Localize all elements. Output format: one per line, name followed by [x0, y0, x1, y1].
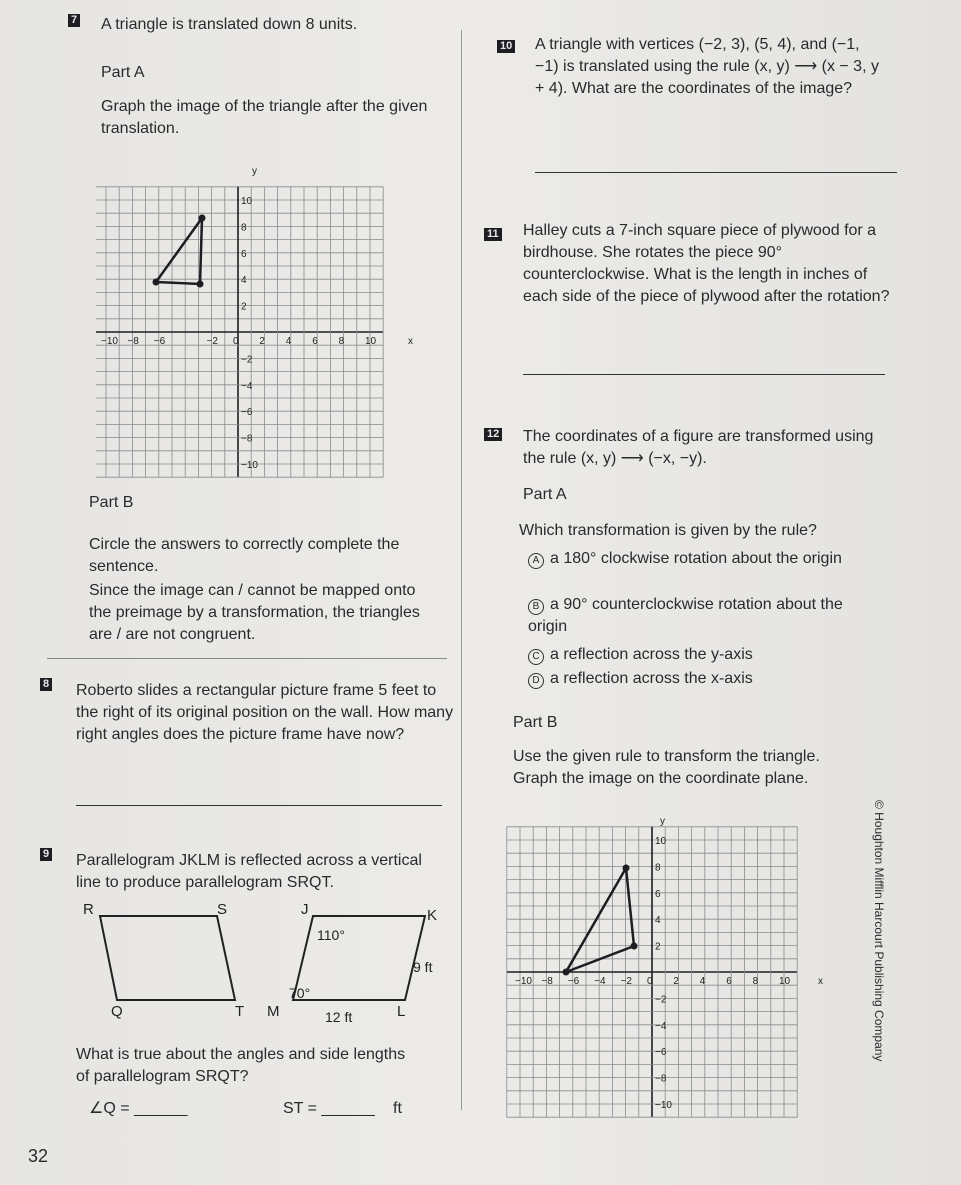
column-divider — [461, 30, 462, 1110]
q9-unit-ft: ft — [393, 1100, 402, 1117]
y-tick-label: −6 — [655, 1047, 667, 1059]
y-tick-label: −4 — [655, 1020, 667, 1032]
option-circle: C — [528, 649, 544, 665]
y-tick-label: −4 — [241, 380, 253, 392]
y-tick-label: 8 — [241, 222, 247, 234]
q12-part-a-question: Which transformation is given by the rule? — [519, 522, 817, 539]
y-tick-label: 2 — [241, 301, 247, 313]
x-tick-label: 8 — [752, 976, 759, 987]
q7-part-a-label: Part A — [101, 64, 145, 81]
q10-text: A triangle with vertices (−2, 3), (5, 4), and (−1, −1) is translated using the rule (x, y) ⟶ (x − 3, y + 4). What are the coordinates of the image? — [535, 36, 879, 97]
q12-grid-lines — [507, 827, 797, 1117]
y-tick-label: −10 — [655, 1100, 672, 1111]
option-text: a 90° counterclockwise rotation about the origin — [528, 596, 843, 635]
x-tick-label: −8 — [541, 976, 553, 987]
vertex-label-s: S — [217, 901, 228, 918]
option-text: a 180° clockwise rotation about the origin — [550, 550, 842, 567]
q12-vertex — [563, 969, 570, 976]
vertex-label-q: Q — [111, 1003, 123, 1020]
q9-st-blank[interactable]: ST = ______ — [283, 1100, 375, 1117]
x-tick-label: −6 — [567, 976, 580, 987]
angle-j-label: 110° — [317, 927, 345, 943]
x-tick-label: −8 — [127, 336, 139, 347]
x-tick-label: 4 — [285, 336, 292, 347]
question-number-10: 10 — [497, 40, 515, 53]
q12-y-axis-label: y — [660, 816, 665, 827]
question-number-7: 7 — [68, 14, 80, 27]
q7-part-b-text: Circle the answers to correctly complete the sentence. — [89, 536, 400, 575]
option-circle: A — [528, 553, 544, 569]
option-text: a reflection across the y-axis — [550, 646, 753, 663]
x-tick-label: 4 — [699, 976, 706, 987]
x-tick-label: −2 — [620, 976, 633, 987]
q12-text: The coordinates of a figure are transformed using the rule (x, y) ⟶ (−x, −y). — [523, 428, 874, 467]
x-tick-label: −10 — [515, 976, 532, 987]
q9-angle-q-blank[interactable]: ∠Q = ______ — [89, 1100, 188, 1117]
q8-answer-line[interactable] — [76, 805, 442, 806]
question-number-8: 8 — [40, 678, 52, 691]
y-tick-label: 8 — [655, 862, 661, 874]
q7-part-b-label: Part B — [89, 494, 134, 511]
q12-vertex — [623, 865, 630, 872]
q10-answer-line[interactable] — [535, 172, 897, 173]
y-tick-label: −6 — [241, 407, 253, 419]
parallelogram-srqt — [100, 916, 235, 1000]
y-tick-label: −8 — [241, 433, 253, 445]
y-tick-label: −2 — [655, 994, 667, 1006]
publisher-credit-text: © Houghton Mifflin Harcourt Publishing Company — [872, 800, 886, 1062]
option-circle: B — [528, 599, 544, 615]
q12-part-a-label: Part A — [523, 486, 567, 503]
q12-part-b-text: Use the given rule to transform the triangle. Graph the image on the coordinate plane. — [513, 748, 820, 787]
side-ml-label: 12 ft — [325, 1009, 353, 1025]
y-tick-label: 6 — [241, 248, 247, 260]
y-tick-label: −8 — [655, 1073, 667, 1085]
q12-part-b-label: Part B — [513, 714, 558, 731]
q12-option-b[interactable] — [528, 594, 868, 638]
vertex-label-m: M — [267, 1003, 280, 1020]
y-tick-label: 4 — [241, 275, 247, 287]
y-tick-label: 6 — [655, 888, 661, 900]
x-tick-label: 6 — [312, 336, 318, 347]
x-tick-label: 6 — [726, 976, 732, 987]
q7-part-a-text: Graph the image of the triangle after the given translation. — [101, 98, 428, 137]
x-tick-label: 0 — [647, 976, 653, 987]
y-tick-label: 4 — [655, 915, 661, 927]
y-tick-label: 2 — [655, 941, 661, 953]
x-tick-label: 10 — [779, 976, 791, 987]
q7-prompt: A triangle is translated down 8 units. — [101, 16, 358, 33]
x-tick-label: −10 — [101, 336, 118, 347]
divider — [47, 658, 447, 659]
q11-answer-line[interactable] — [523, 374, 885, 375]
q12-option-d[interactable] — [528, 668, 868, 690]
x-tick-label: −2 — [206, 336, 219, 347]
q7-vertex — [153, 279, 160, 286]
vertex-label-j: J — [301, 901, 309, 918]
q7-preimage-triangle — [156, 218, 202, 284]
q7-coordinate-grid[interactable] — [96, 160, 416, 490]
q7-x-axis-label: x — [408, 336, 413, 347]
question-number-9: 9 — [40, 848, 52, 861]
parallelogram-jklm — [293, 916, 425, 1000]
q9-parallelograms — [75, 898, 455, 1028]
x-tick-label: 2 — [259, 336, 265, 347]
q12-vertex — [631, 943, 638, 950]
q7-y-axis-label: y — [252, 166, 257, 177]
x-tick-label: −6 — [153, 336, 166, 347]
q12-option-a[interactable] — [528, 548, 858, 570]
vertex-label-t: T — [235, 1003, 245, 1020]
q7-vertex — [199, 215, 206, 222]
y-tick-label: −10 — [241, 460, 258, 471]
page-number: 32 — [28, 1146, 49, 1166]
q9-text: Parallelogram JKLM is reflected across a vertical line to produce parallelogram SRQT. — [76, 852, 422, 891]
vertex-label-k: K — [427, 907, 438, 924]
q7-grid-lines — [96, 187, 383, 477]
q8-text: Roberto slides a rectangular picture frame 5 feet to the right of its original position on the wall. How many right angles does the picture frame have now? — [76, 682, 454, 743]
y-tick-label: 10 — [655, 836, 667, 847]
q11-text: Halley cuts a 7-inch square piece of plywood for a birdhouse. She rotates the piece 90° counterclockwise. What is the length in inches of each side of the piece of plywood after the rotation? — [523, 222, 890, 305]
angle-m-label: 70° — [289, 985, 311, 1001]
q9-question: What is true about the angles and side lengths of parallelogram SRQT? — [76, 1046, 406, 1085]
side-kl-label: 9 ft — [413, 959, 433, 975]
q7-vertex — [197, 281, 204, 288]
q12-option-c[interactable] — [528, 644, 868, 666]
q7-sentence[interactable]: Since the image can / cannot be mapped onto the preimage by a transformation, the triangles are / are not congruent. — [89, 582, 420, 643]
x-tick-label: 10 — [365, 336, 377, 347]
x-tick-label: 0 — [233, 336, 239, 347]
q12-coordinate-grid[interactable] — [500, 810, 830, 1130]
question-number-12: 12 — [484, 428, 502, 441]
question-number-11: 11 — [484, 228, 502, 241]
y-tick-label: −2 — [241, 354, 253, 366]
publisher-credit — [870, 800, 890, 1062]
x-tick-label: −4 — [594, 976, 606, 987]
vertex-label-r: R — [83, 901, 94, 918]
q12-x-axis-label: x — [818, 976, 823, 987]
q12-preimage-triangle — [566, 868, 634, 972]
x-tick-label: 8 — [338, 336, 345, 347]
x-tick-label: 2 — [673, 976, 679, 987]
option-circle: D — [528, 673, 544, 689]
vertex-label-l: L — [397, 1003, 406, 1020]
y-tick-label: 10 — [241, 196, 253, 207]
option-text: a reflection across the x-axis — [550, 670, 753, 687]
